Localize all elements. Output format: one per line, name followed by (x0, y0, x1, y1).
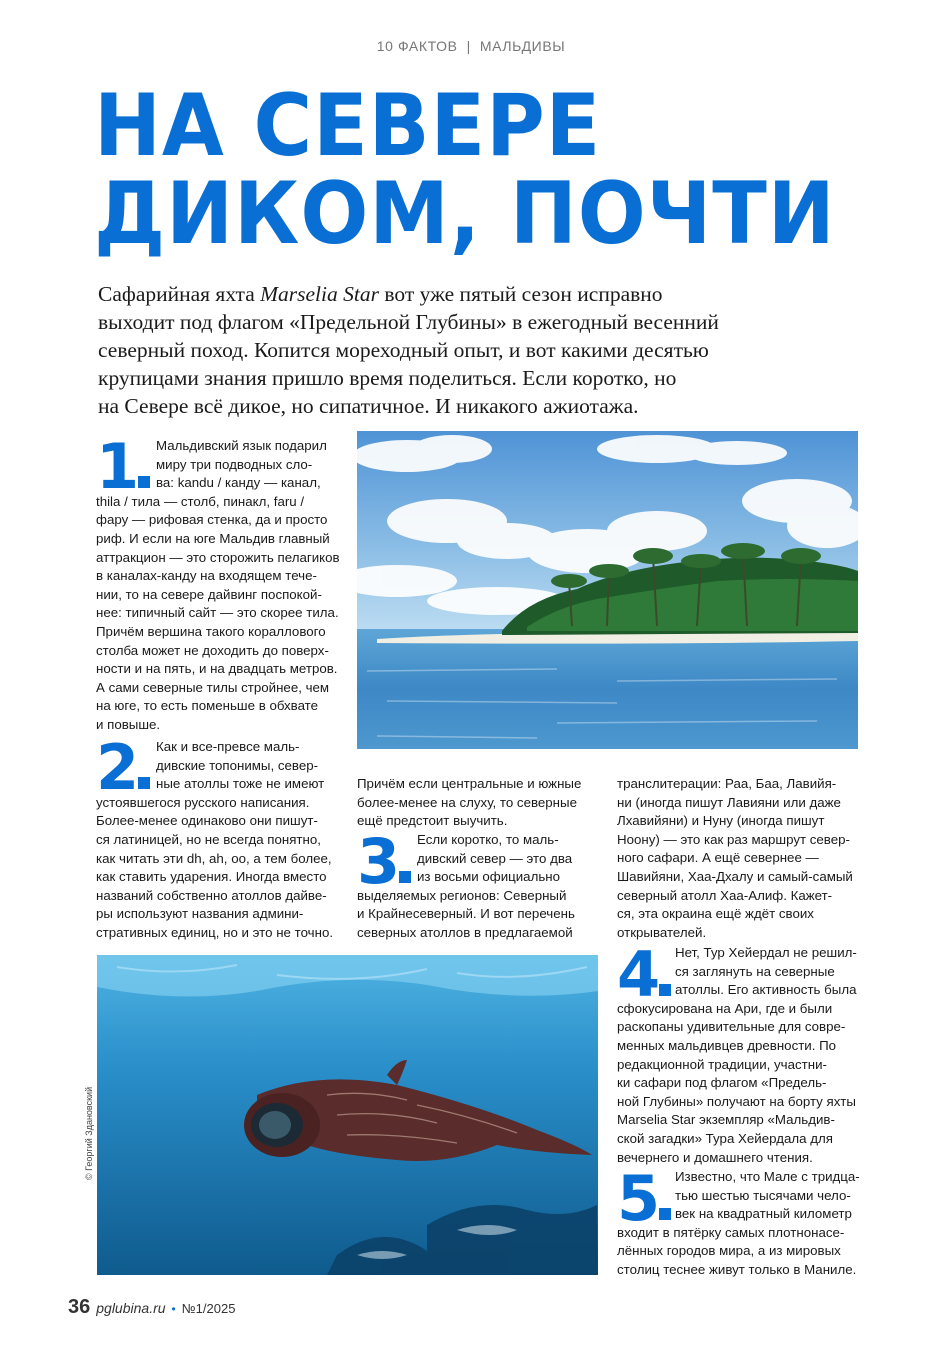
text-line: Как и все-превсе маль- (156, 739, 300, 754)
topic-label: МАЛЬДИВЫ (479, 38, 566, 54)
lead-text: вот уже пятый сезон исправно (378, 282, 663, 306)
footer-bullet: • (171, 1302, 176, 1316)
text-line: миру три подводных сло- (156, 456, 313, 472)
text-line: Мальдивский язык подарил (156, 438, 327, 453)
text-line: ности и на пять, и на двадцать метров. (96, 661, 338, 677)
text-line: открывателей. (617, 924, 707, 940)
text-line: ни (иногда пишут Лавияни или даже (617, 794, 841, 810)
article-title (94, 76, 914, 264)
issue-number: №1/2025 (181, 1301, 236, 1316)
text-line: ные атоллы тоже не имеют (156, 776, 325, 792)
text-line: на юге, то есть поменьше в обхвате (96, 698, 319, 714)
fact-number-text: 5 (617, 1162, 659, 1235)
fact-2-continuation (357, 775, 597, 831)
text-line: редакционной традиции, участни- (617, 1056, 827, 1072)
text-line: и Крайнесеверный. И вот перечень (357, 906, 575, 922)
text-line: как читать эти dh, ah, oo, а тем более, (96, 850, 332, 866)
lead-text: Сафарийная яхта (98, 282, 261, 306)
text-line: вечернего и домашнего чтения. (617, 1149, 813, 1165)
text-line: ки сафари под флагом «Предель- (617, 1075, 827, 1091)
text-line: и повыше. (96, 716, 161, 732)
text-line: тью шестью тысячами чело- (675, 1187, 851, 1203)
text-line: выделяемых регионов: Северный (357, 887, 567, 903)
text-line: дивские топонимы, север- (156, 757, 319, 773)
text-line: дивский север — это два (417, 850, 573, 866)
lead-line: северный поход. Копится мореходный опыт, и вот какими десятью (98, 338, 709, 362)
fact-number-text: 4 (617, 938, 659, 1011)
text-line: транслитерации: Раа, Баа, Лавийя- (617, 776, 837, 791)
text-line: столиц теснее живут только в Маниле. (617, 1261, 857, 1277)
text-line: названий собственно атоллов дайве- (96, 887, 327, 903)
text-line: Marselia Star экземпляр «Мальдив- (617, 1112, 835, 1128)
text-line: стративных единиц, но и это не точно. (96, 924, 334, 940)
fact-1-text (96, 437, 346, 735)
text-line: ся латиницей, но не всегда понятно, (96, 831, 321, 847)
text-line: аттракцион — это сторожить пелагиков (96, 549, 340, 565)
text-line: А сами северные тилы стройнее, чем (96, 679, 330, 695)
fact-3-continuation (617, 775, 862, 942)
manta-ray-illustration (97, 955, 598, 1275)
manta-ray-photo (97, 955, 598, 1275)
lead-line (98, 280, 858, 308)
text-line: Если коротко, то маль- (417, 832, 559, 847)
text-line: менных мальдивцев древности. По (617, 1037, 837, 1053)
text-line: из восьми официально (417, 869, 560, 885)
island-photo (357, 431, 858, 749)
text-line: ской загадки» Тура Хейердала для (617, 1130, 833, 1146)
text-line: ры используют названия админи- (96, 906, 304, 922)
header-separator: | (466, 38, 471, 54)
lead-paragraph (98, 280, 858, 420)
text-line: Ноону) — это как раз маршрут север- (617, 831, 850, 847)
text-line: фару — рифовая стенка, да и просто (96, 512, 328, 528)
text-line: устоявшегося русского написания. (96, 794, 310, 810)
text-line: столба может не доходить до поверх- (96, 642, 329, 658)
fact-number-text: 2 (96, 731, 138, 804)
text-line: в каналах-канду на входящем тече- (96, 568, 317, 584)
fact-3-text (357, 831, 597, 943)
fact-number-text: 3 (357, 825, 399, 898)
text-line: риф. И если на юге Мальдив главный (96, 530, 330, 546)
yacht-name: Marselia Star (260, 282, 379, 306)
text-line: Более-менее одинаково они пишут- (96, 813, 318, 829)
site-link[interactable]: pglubina.ru (96, 1300, 166, 1316)
fact-2-text (96, 738, 346, 943)
text-line: ва: kandu / канду — канал, (156, 475, 321, 491)
lead-line: выходит под флагом «Предельной Глубины» в ежегодный весенний (98, 310, 719, 334)
text-line: как ставить ударения. Иногда вместо (96, 869, 327, 885)
text-line: Причём если центральные и южные (357, 776, 582, 791)
text-line: thila / тила — столб, пинакл, faru / (96, 493, 305, 509)
text-line: более-менее на слуху, то северные (357, 794, 577, 810)
section-header (0, 38, 942, 54)
page-footer (68, 1296, 235, 1319)
text-line: ся, эта окраина ещё ждёт своих (617, 906, 814, 922)
text-line: век на квадратный километр (675, 1206, 852, 1222)
section-label: 10 ФАКТОВ (376, 38, 458, 54)
text-line: сфокусирована на Ари, где и были (617, 1000, 833, 1016)
text-line: северных атоллов в предлагаемой (357, 924, 573, 940)
page-number: 36 (68, 1296, 91, 1318)
text-line: лённых городов мира, а из мировых (617, 1243, 841, 1259)
fact-number-text: 1 (96, 430, 138, 503)
text-line: ся заглянуть на северные (675, 963, 835, 979)
text-line: атоллы. Его активность была (675, 982, 857, 998)
text-line: ещё предстоит выучить. (357, 813, 508, 829)
fact-4-text (617, 944, 862, 1167)
text-line: Лхавийяни) и Нуну (иногда пишут (617, 813, 825, 829)
text-line: нее: типичный сайт — это скорее тила. (96, 605, 339, 621)
text-line: Шавийяни, Хаа-Дхалу и самый-самый (617, 868, 853, 884)
text-line: нии, то на севере дайвинг поспокой- (96, 586, 322, 602)
lead-line: на Севере всё дикое, но сипатичное. И никакого ажиотажа. (98, 394, 639, 418)
text-line: Известно, что Мале с тридца- (675, 1169, 860, 1184)
text-line: Нет, Тур Хейердал не решил- (675, 945, 857, 960)
text-line: Причём вершина такого кораллового (96, 623, 326, 639)
title-line-1: НА СЕВЕРЕ (94, 76, 602, 176)
photo-credit: © Георгий Здановский (84, 1086, 94, 1180)
text-line: раскопаны удивительные для совре- (617, 1019, 846, 1035)
title-line-2: ДИКОМ, ПОЧТИ (94, 164, 836, 264)
fact-5-text (617, 1168, 862, 1280)
text-line: ного сафари. А ещё севернее — (617, 850, 819, 866)
text-line: входит в пятёрку самых плотнонасе- (617, 1224, 845, 1240)
text-line: ной Глубины» получают на борту яхты (617, 1093, 856, 1109)
island-illustration (357, 431, 858, 749)
lead-line: крупицами знания пришло время поделиться. Если коротко, но (98, 366, 677, 390)
text-line: северный атолл Хаа-Алиф. Кажет- (617, 887, 833, 903)
